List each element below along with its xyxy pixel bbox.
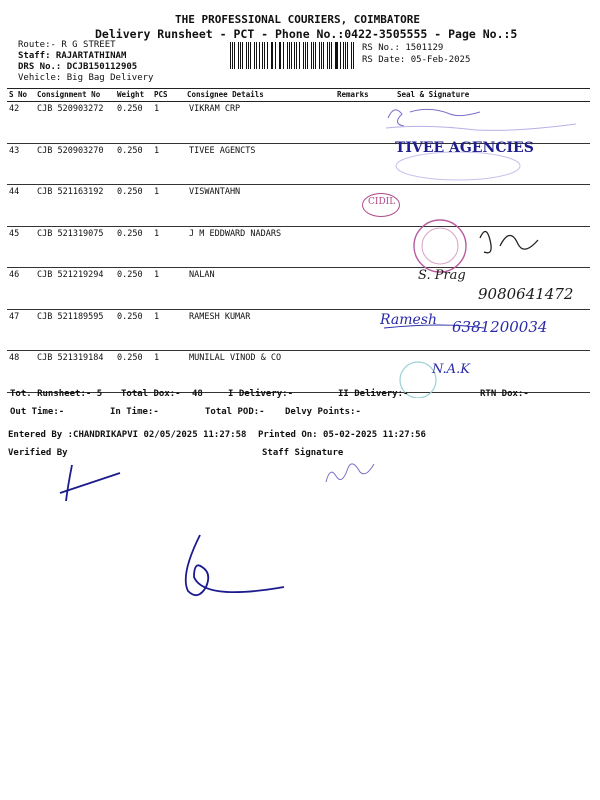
cell-weight: 0.250 <box>117 187 143 197</box>
handwriting-initials: N.A.K <box>432 362 470 377</box>
total-pod-label: Total POD:- <box>205 407 265 417</box>
cell-weight: 0.250 <box>117 104 143 114</box>
cell-weight: 0.250 <box>117 353 143 363</box>
handwriting-tivee: TIVEE AGENCIES <box>395 140 534 156</box>
cell-sno: 48 <box>9 353 20 363</box>
barcode <box>230 42 355 69</box>
drs-label: DRS No.: DCJB150112905 <box>18 62 138 72</box>
th-consignee: Consignee Details <box>187 90 264 99</box>
barcode-bar <box>250 42 251 69</box>
th-sno: S No <box>9 90 28 99</box>
staff-signature <box>320 460 380 490</box>
cell-consignee: VISWANTAHN <box>189 187 241 197</box>
staff-signature-label: Staff Signature <box>262 448 344 458</box>
cell-consignment: CJB 521163192 <box>37 187 104 197</box>
cell-consignment: CJB 521319075 <box>37 228 104 239</box>
cell-pcs: 1 <box>154 187 160 197</box>
barcode-bar <box>242 42 243 69</box>
barcode-bar <box>299 42 300 69</box>
cell-consignee: TIVEE AGENCTS <box>189 145 256 156</box>
cell-consignee: VIKRAM CRP <box>189 104 241 114</box>
barcode-bar <box>254 42 255 69</box>
cell-consignee: NALAN <box>189 270 215 280</box>
barcode-bar <box>319 42 320 69</box>
verifier-signature <box>50 455 310 615</box>
in-time-label: In Time:- <box>110 407 159 417</box>
barcode-bar <box>280 42 281 69</box>
ii-delivery-label: II Delivery:- <box>338 389 409 399</box>
cell-consignment: CJB 520903270 <box>37 145 104 156</box>
cell-weight: 0.250 <box>117 311 143 322</box>
cell-pcs: 1 <box>154 104 160 114</box>
cell-sno: 45 <box>9 228 20 239</box>
barcode-bar <box>230 42 231 69</box>
barcode-bar <box>294 42 295 69</box>
cell-weight: 0.250 <box>117 270 143 280</box>
out-time-label: Out Time:- <box>10 407 65 417</box>
barcode-bar <box>311 42 312 69</box>
total-dox-value: 48 <box>192 389 203 399</box>
cell-pcs: 1 <box>154 228 160 239</box>
verified-by-label: Verified By <box>8 448 68 458</box>
barcode-bar <box>343 42 344 69</box>
barcode-bar <box>238 42 239 69</box>
barcode-bar <box>303 42 304 69</box>
cell-consignment: CJB 520903272 <box>37 104 104 114</box>
cell-consignment: CJB 521189595 <box>37 311 104 322</box>
cell-weight: 0.250 <box>117 228 143 239</box>
th-seal: Seal & Signature <box>397 90 470 99</box>
staff-label: Staff: RAJARTATHINAM <box>18 51 127 61</box>
cell-sno: 43 <box>9 145 20 156</box>
company-title: THE PROFESSIONAL COURIERS, COIMBATORE <box>175 13 421 26</box>
rs-number: RS No.: 1501129 <box>362 43 444 53</box>
barcode-bar <box>267 42 268 69</box>
cell-consignee: J M EDDWARD NADARS <box>189 228 282 239</box>
th-weight: Weight <box>117 90 145 99</box>
barcode-bar <box>275 42 276 69</box>
cell-sno: 47 <box>9 311 20 322</box>
rtn-dox-label: RTN Dox:- <box>480 389 529 399</box>
delvy-points-label: Delvy Points:- <box>285 407 361 417</box>
printed-on: Printed On: 05-02-2025 11:27:56 <box>258 430 426 440</box>
th-remarks: Remarks <box>337 90 369 99</box>
barcode-bar <box>331 42 332 69</box>
cell-consignment: CJB 521319184 <box>37 353 104 363</box>
barcode-bar <box>336 42 337 69</box>
cell-pcs: 1 <box>154 145 160 156</box>
i-delivery-label: I Delivery:- <box>228 389 294 399</box>
handwriting-phone-2: 6381200034 <box>452 318 548 336</box>
barcode-bar <box>262 42 263 69</box>
handwriting-name: S. Prag <box>418 268 466 283</box>
cell-sno: 46 <box>9 270 20 280</box>
cell-pcs: 1 <box>154 270 160 280</box>
rs-date: RS Date: 05-Feb-2025 <box>362 55 471 65</box>
cell-sno: 44 <box>9 187 20 197</box>
cell-pcs: 1 <box>154 311 160 322</box>
th-pcs: PCS <box>154 90 168 99</box>
th-consignment: Consignment No <box>37 90 101 99</box>
total-dox-label: Total Dox:- <box>121 389 181 399</box>
stamp-text-cidil: CIDIL <box>368 197 396 207</box>
cell-weight: 0.250 <box>117 145 143 156</box>
cell-sno: 42 <box>9 104 20 114</box>
cell-consignee: MUNILAL VINOD & CO <box>189 353 282 363</box>
cell-consignee: RAMESH KUMAR <box>189 311 251 322</box>
entered-by: Entered By :CHANDRIKAPVI 02/05/2025 11:27:58 <box>8 430 247 440</box>
barcode-bar <box>351 42 352 69</box>
vehicle-label: Vehicle: Big Bag Delivery <box>18 73 154 83</box>
handwriting-ramesh: Ramesh <box>380 312 437 328</box>
cell-pcs: 1 <box>154 353 160 363</box>
cell-consignment: CJB 521219294 <box>37 270 104 280</box>
route-label: Route:- R G STREET <box>18 40 116 50</box>
barcode-bar <box>283 42 284 69</box>
tot-runsheet: Tot. Runsheet:- 5 <box>10 389 103 399</box>
runsheet-subtitle: Delivery Runsheet - PCT - Phone No.:0422-3505555 - Page No.:5 <box>95 27 518 41</box>
barcode-bar <box>323 42 324 69</box>
handwriting-phone-1: 9080641472 <box>478 285 574 303</box>
